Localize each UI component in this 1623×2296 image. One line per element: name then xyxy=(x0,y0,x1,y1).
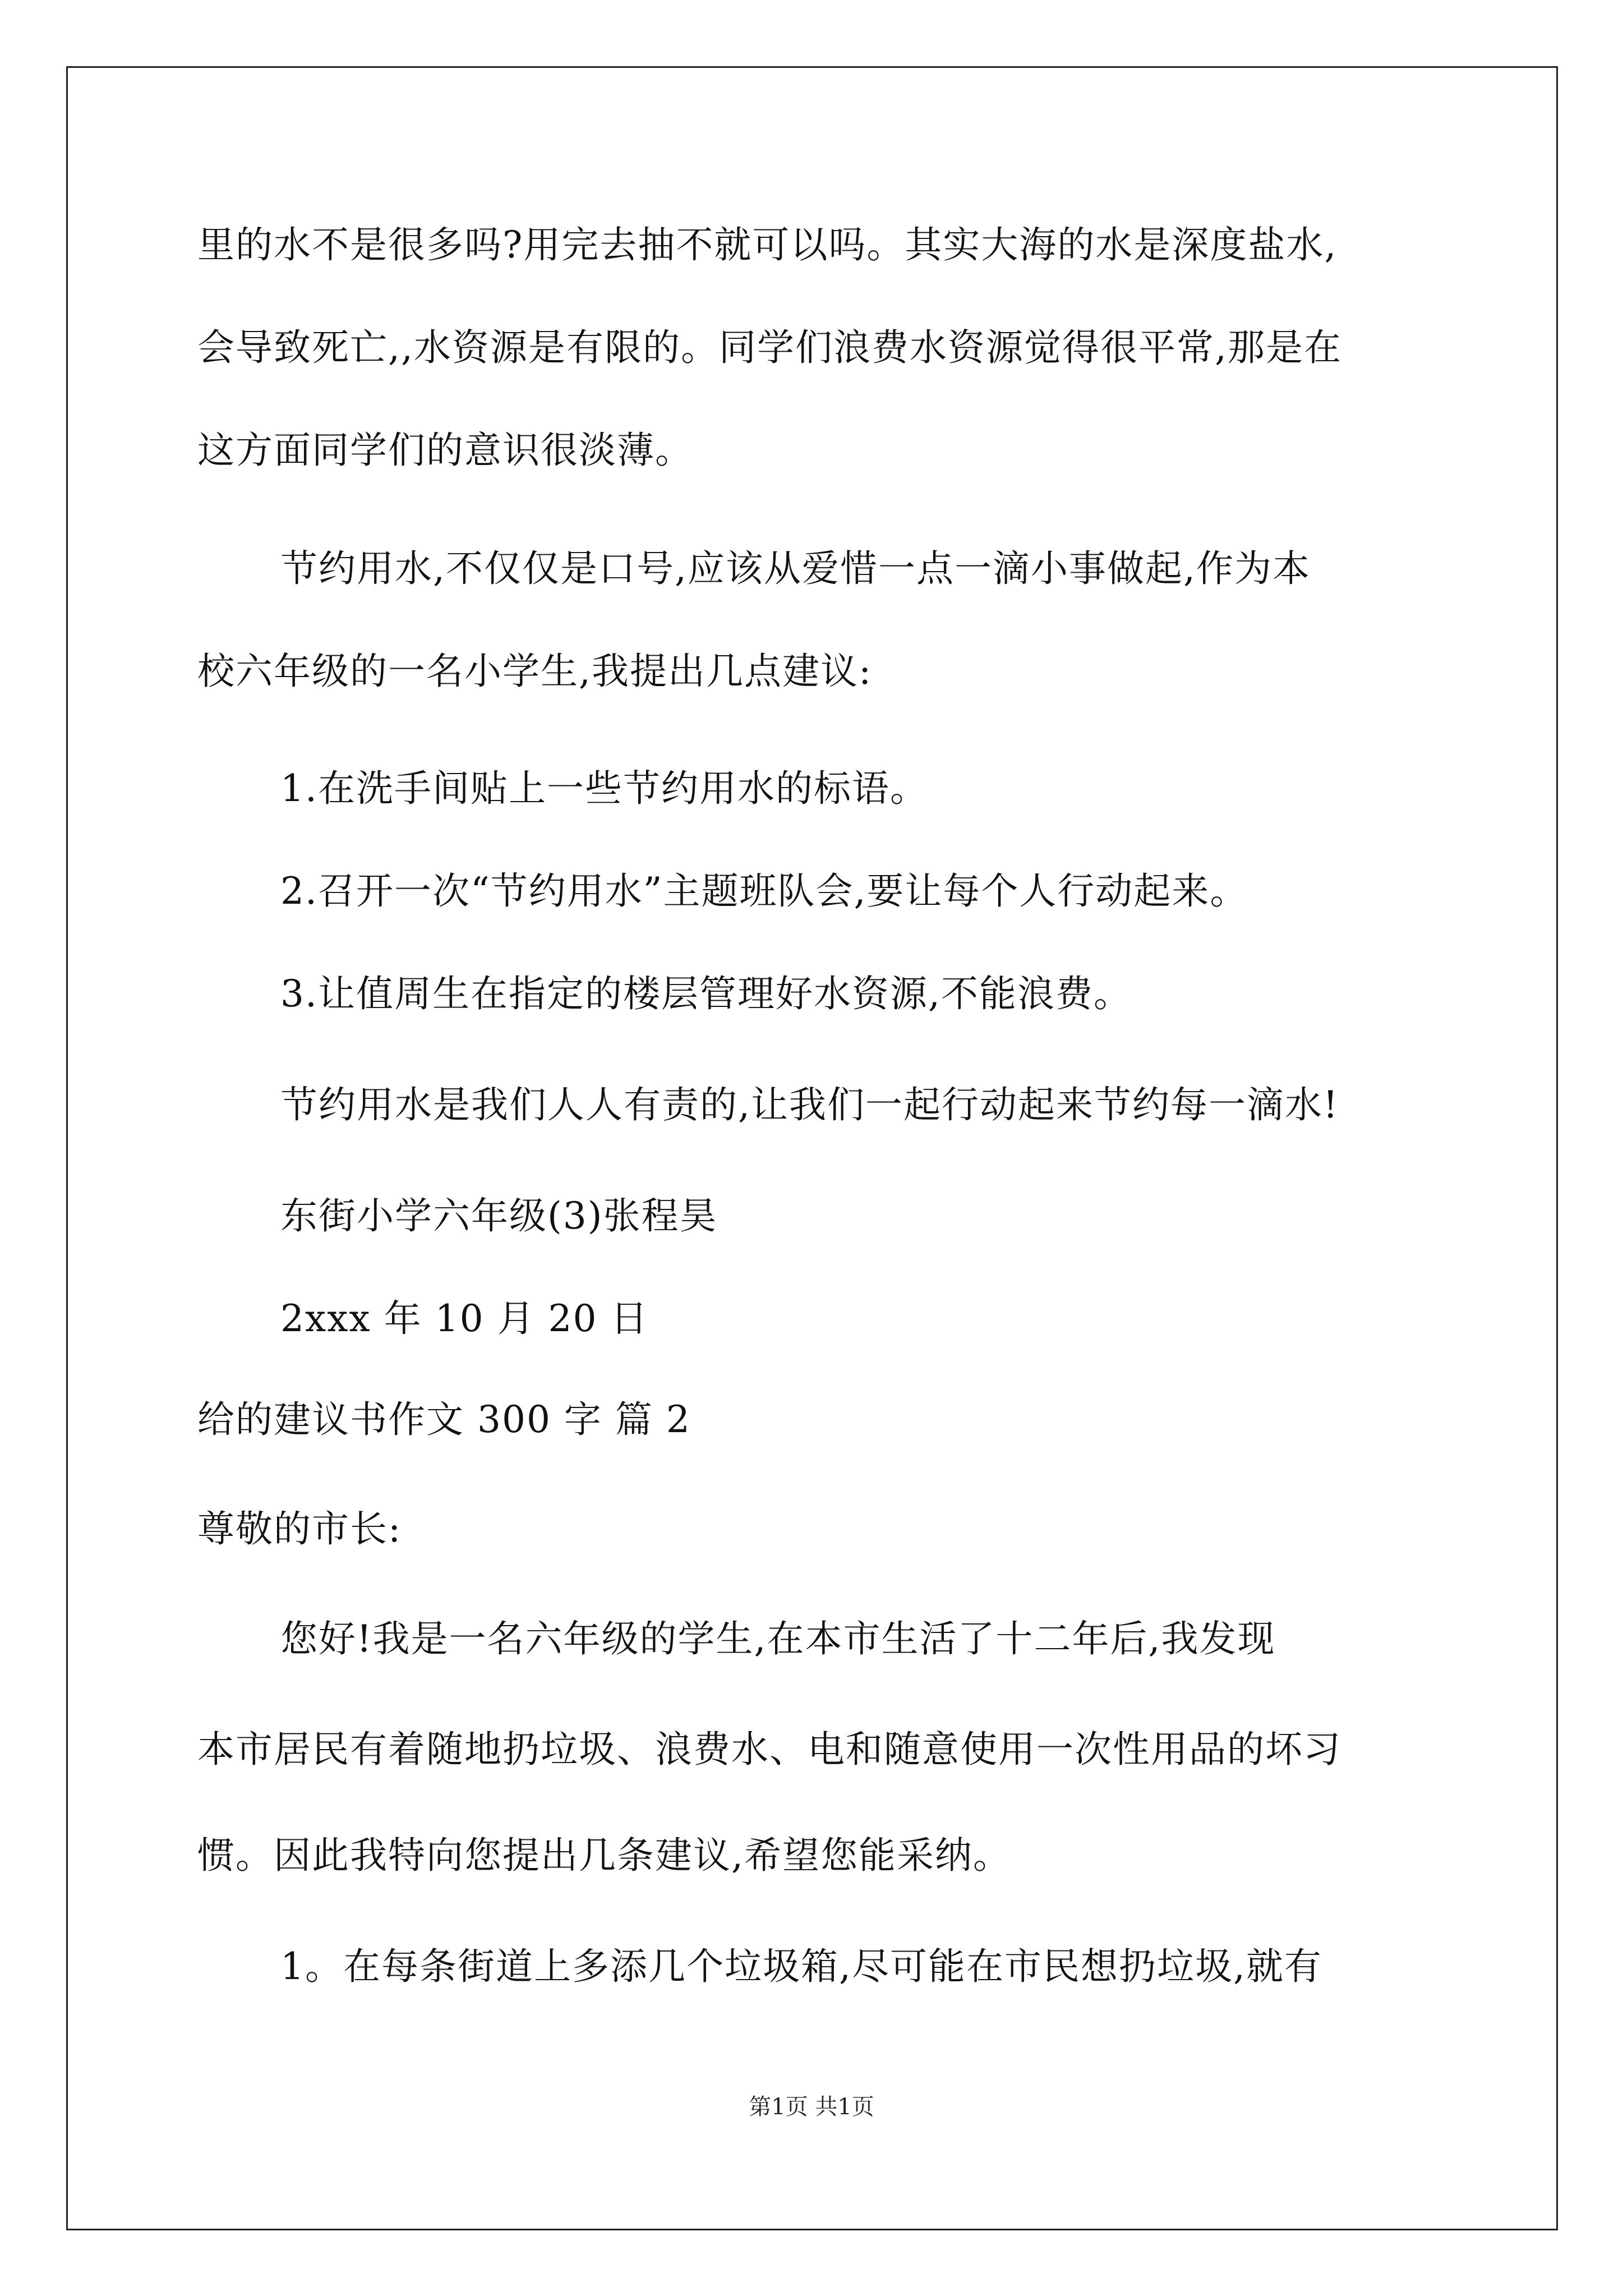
text-line: 惯。因此我特向您提出几条建议,希望您能采纳。 xyxy=(197,1834,1011,1877)
text-line: 您好!我是一名六年级的学生,在本市生活了十二年后,我发现 xyxy=(280,1617,1276,1660)
text-line: 节约用水是我们人人有责的,让我们一起行动起来节约每一滴水! xyxy=(280,1083,1339,1126)
list-item: 1。在每条街道上多添几个垃圾箱,尽可能在市民想扔垃圾,就有 xyxy=(280,1945,1322,1988)
signature: 东街小学六年级(3)张程昊 xyxy=(280,1194,718,1237)
list-item: 2.召开一次“节约用水”主题班队会,要让每个人行动起来。 xyxy=(280,869,1248,913)
text-line: 里的水不是很多吗?用完去抽不就可以吗。其实大海的水是深度盐水, xyxy=(197,223,1338,266)
text-line: 会导致死亡,,水资源是有限的。同学们浪费水资源觉得很平常,那是在 xyxy=(197,326,1342,369)
text-line: 本市居民有着随地扔垃圾、浪费水、电和随意使用一次性用品的坏习 xyxy=(197,1728,1341,1771)
text-line: 校六年级的一名小学生,我提出几点建议: xyxy=(197,650,873,693)
date: 2xxx 年 10 月 20 日 xyxy=(280,1297,649,1340)
text-line: 这方面同学们的意识很淡薄。 xyxy=(197,429,693,472)
list-item: 1.在洗手间贴上一些节约用水的标语。 xyxy=(280,767,928,810)
page-border xyxy=(66,66,1558,2230)
section-heading: 给的建议书作文 300 字 篇 2 xyxy=(197,1398,691,1441)
text-line: 节约用水,不仅仅是口号,应该从爱惜一点一滴小事做起,作为本 xyxy=(280,547,1311,590)
list-item: 3.让值周生在指定的楼层管理好水资源,不能浪费。 xyxy=(280,972,1132,1015)
page-footer: 第1页 共1页 xyxy=(749,2094,874,2120)
salutation: 尊敬的市长: xyxy=(197,1507,402,1550)
